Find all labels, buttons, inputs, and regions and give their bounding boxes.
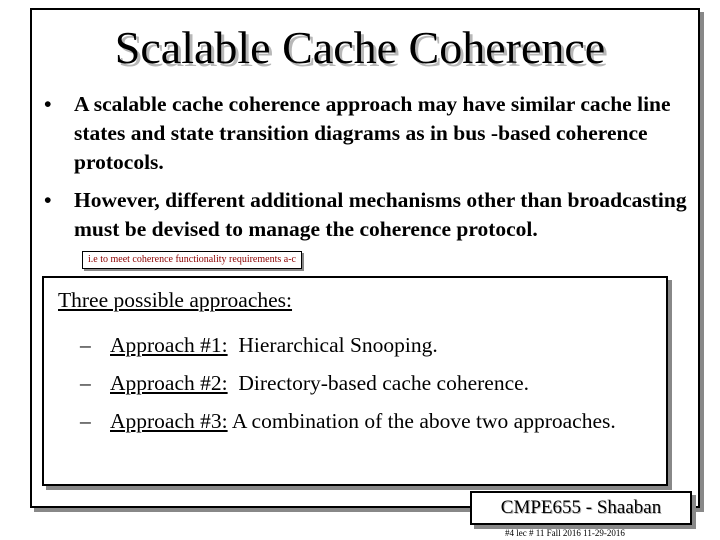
bullet-symbol: •: [44, 188, 52, 212]
lecture-meta: #4 lec # 11 Fall 2016 11-29-2016: [505, 528, 625, 538]
approach-body: [110, 370, 650, 397]
approach-label: Approach #2:: [110, 371, 228, 395]
approaches-box: [42, 276, 668, 486]
bullet-1-text: A scalable cache coherence approach may have similar cache line states and state transition diagrams as in bus -based coherence protocols.: [74, 92, 671, 174]
course-footer: CMPE655 - Shaaban: [470, 491, 692, 525]
slide-title: Scalable Cache Coherence: [114, 22, 606, 73]
bullet-2-text: However, different additional mechanisms other than broadcasting must be devised to manage the coherence protocol.: [74, 188, 687, 241]
approach-body: [110, 332, 650, 359]
dash-symbol: –: [80, 409, 91, 433]
bullet-symbol: •: [44, 92, 52, 116]
approach-text: A combination of the above two approaches.: [231, 409, 616, 433]
bullet-2-content: [74, 186, 694, 273]
approaches-heading: Three possible approaches:: [58, 288, 293, 312]
annotation-note: i.e to meet coherence functionality requirements a-c: [82, 251, 302, 269]
approach-text: Directory-based cache coherence.: [238, 371, 530, 395]
approach-body: [110, 408, 650, 435]
approach-label: Approach #3:: [110, 409, 228, 433]
approach-label: Approach #1:: [110, 333, 228, 357]
dash-symbol: –: [80, 371, 91, 395]
approach-text: Hierarchical Snooping.: [238, 333, 438, 357]
dash-symbol: –: [80, 333, 91, 357]
